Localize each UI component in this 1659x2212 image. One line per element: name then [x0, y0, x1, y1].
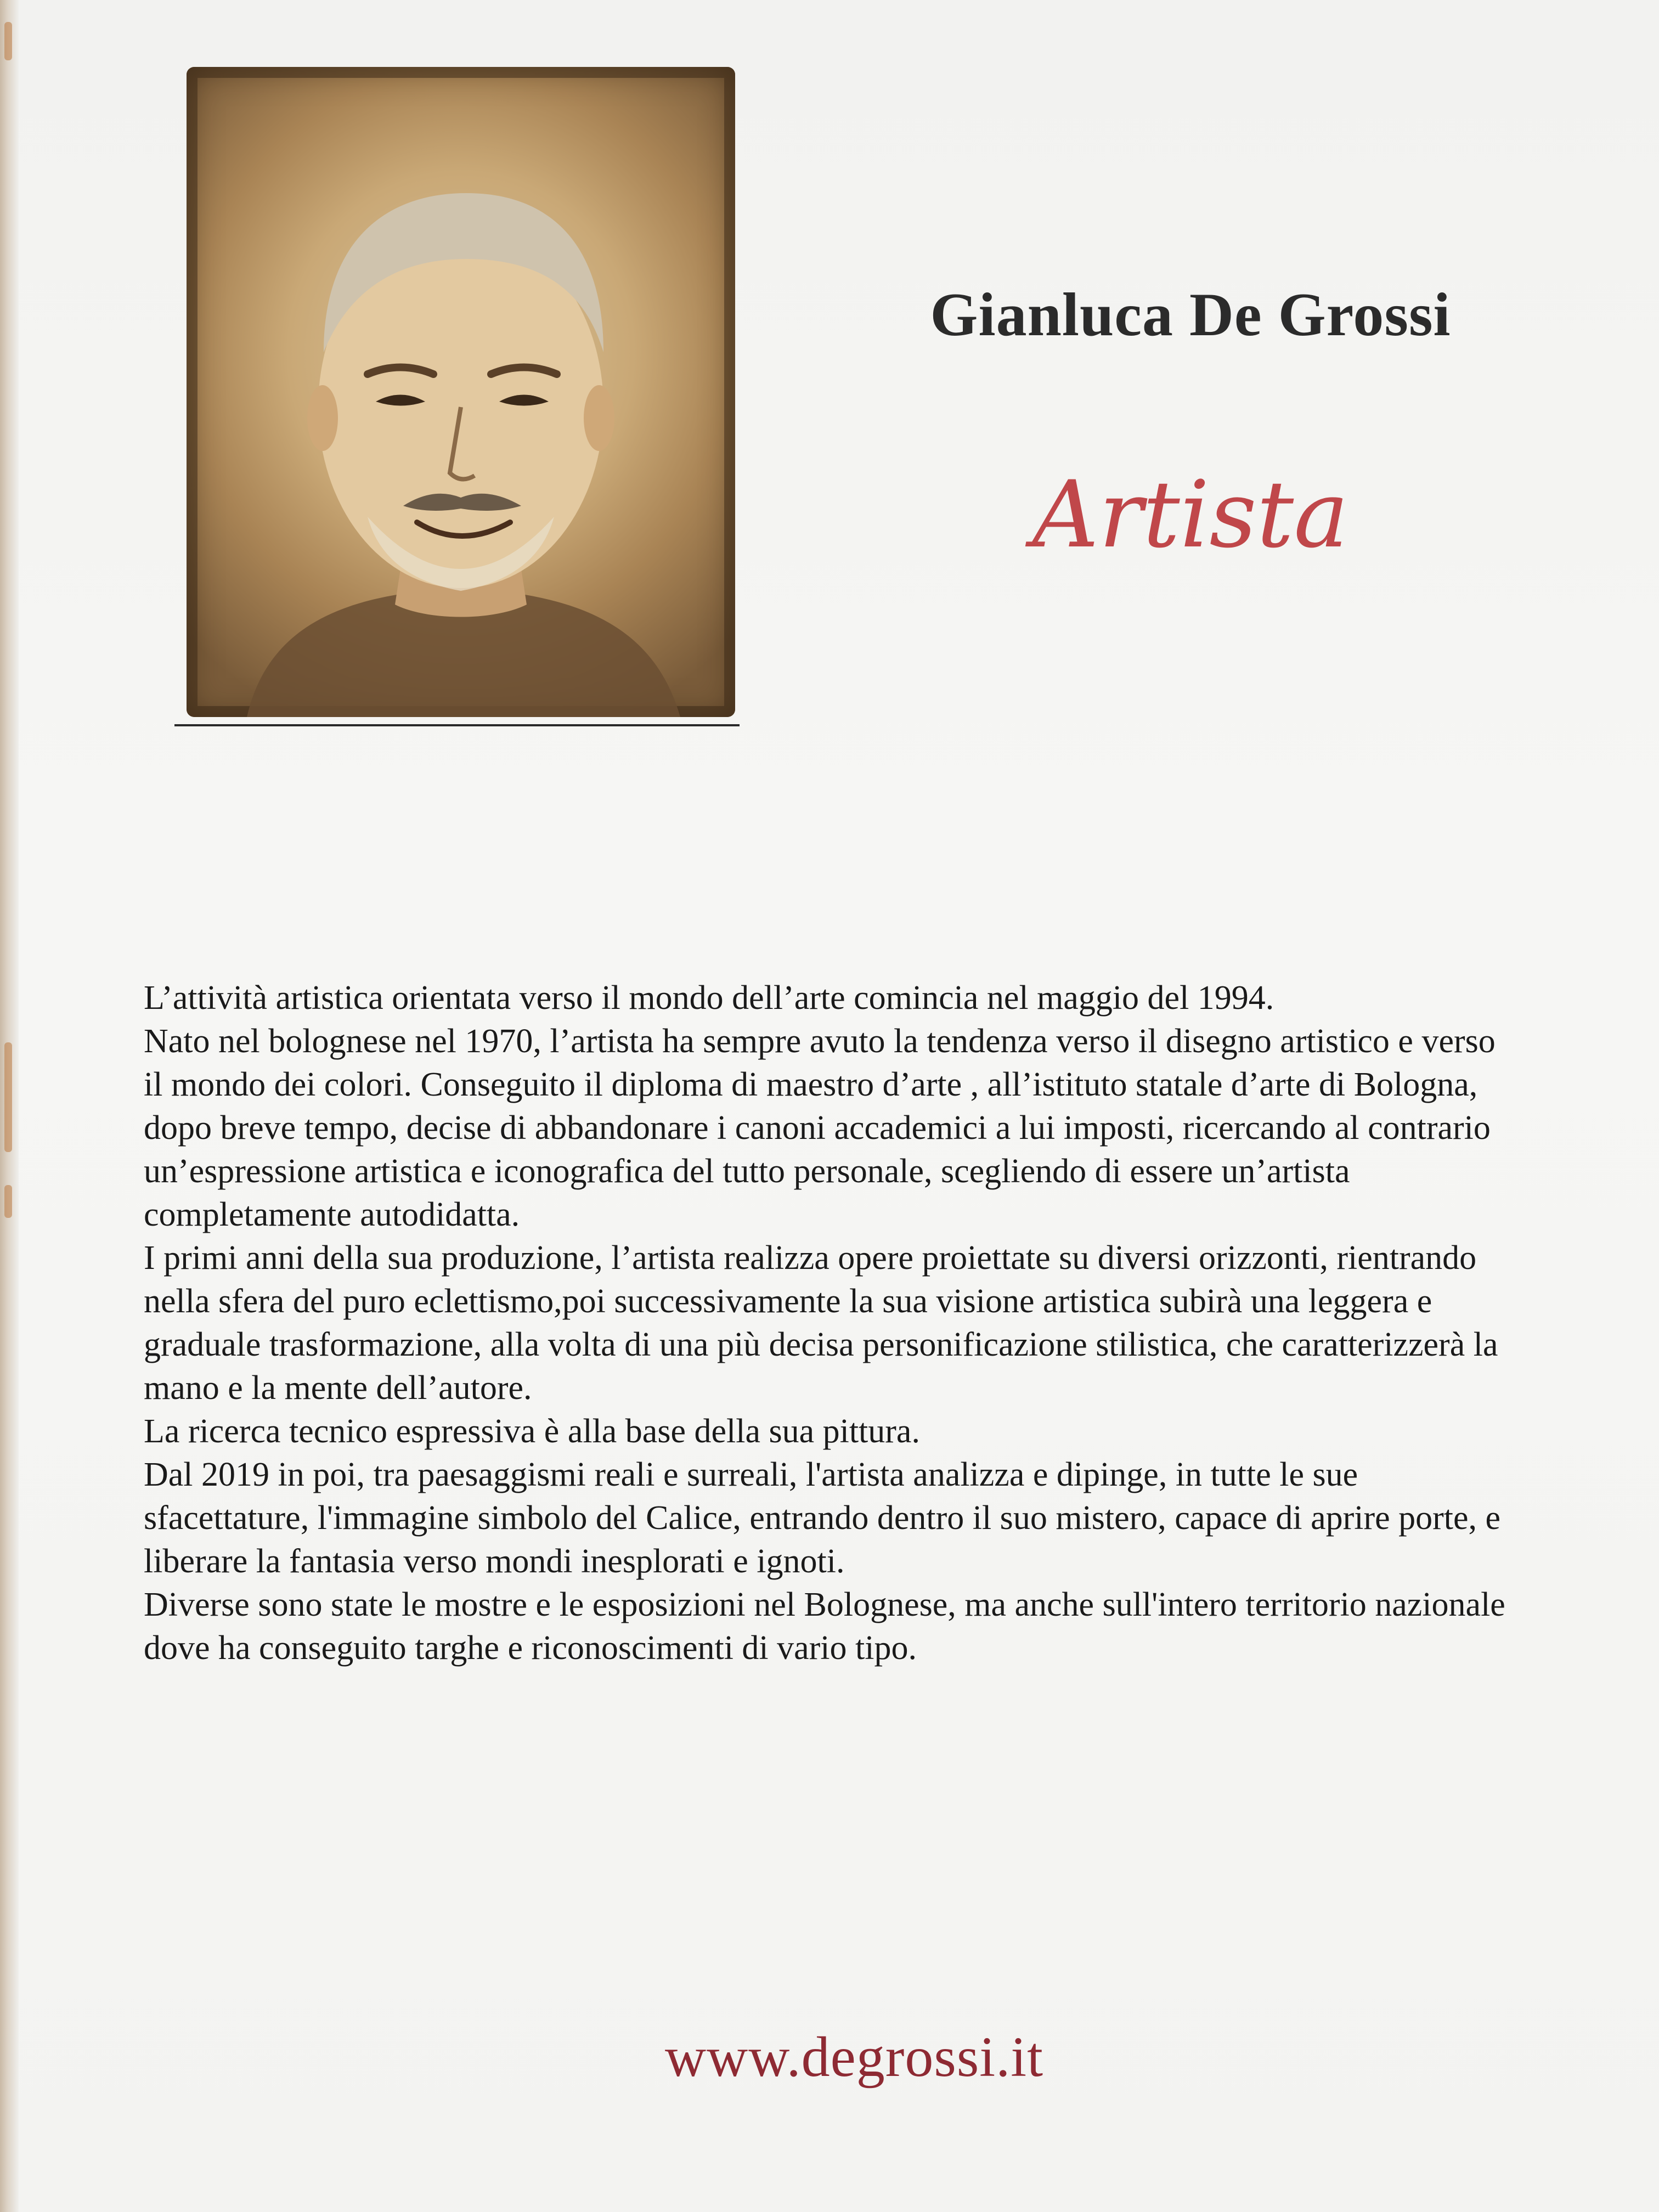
portrait-photo	[187, 67, 735, 717]
bio-line: mano e la mente dell’autore.	[144, 1369, 532, 1407]
bio-line: Diverse sono state le mostre e le esposizioni nel Bolognese, ma anche sull'intero territorio nazionale	[144, 1586, 1505, 1623]
bio-line: L’attività artistica orientata verso il mondo dell’arte comincia nel maggio del 1994.	[144, 979, 1274, 1017]
bio-line: dove ha conseguito targhe e riconoscimenti di vario tipo.	[144, 1629, 917, 1667]
bio-line: il mondo dei colori. Conseguito il diploma di maestro d’arte , all’istituto statale d’arte di Bologna,	[144, 1066, 1478, 1103]
rust-stain	[4, 22, 12, 60]
bio-line: sfacettature, l'immagine simbolo del Calice, entrando dentro il suo mistero, capace di aprire porte, e	[144, 1499, 1501, 1537]
rust-stain	[4, 1042, 12, 1152]
bio-line: Nato nel bolognese nel 1970, l’artista ha sempre avuto la tendenza verso il disegno artistico e verso	[144, 1023, 1496, 1060]
artist-role: Artista	[1032, 461, 1349, 568]
biography	[144, 977, 1658, 1670]
bio-line: graduale trasformazione, alla volta di una più decisa personificazione stilistica, che caratterizzerà la	[144, 1326, 1498, 1363]
page-left-edge	[0, 0, 19, 2212]
rust-stain	[4, 1185, 12, 1218]
bio-line: Dal 2019 in poi, tra paesaggismi reali e surreali, l'artista analizza e dipinge, in tutte le sue	[144, 1456, 1358, 1493]
bio-line: I primi anni della sua produzione, l’artista realizza opere proiettate su diversi orizzonti, rientrando	[144, 1239, 1477, 1277]
portrait-photo-frame	[174, 65, 740, 729]
bio-line: un’espressione artistica e iconografica del tutto personale, scegliendo di essere un’artista	[144, 1153, 1350, 1190]
artist-name: Gianluca De Grossi	[930, 281, 1451, 349]
bio-line: liberare la fantasia verso mondi inesplorati e ignoti.	[144, 1543, 845, 1580]
bio-line: La ricerca tecnico espressiva è alla base della sua pittura.	[144, 1413, 920, 1450]
portrait-illustration	[187, 67, 735, 717]
bio-line: nella sfera del puro eclettismo,poi successivamente la sua visione artistica subirà una leggera e	[144, 1283, 1432, 1320]
website-link[interactable]: www.degrossi.it	[665, 2025, 1043, 2089]
photo-underline	[174, 724, 740, 726]
ear-left	[307, 385, 338, 451]
ear-right	[584, 385, 614, 451]
bio-line: completamente autodidatta.	[144, 1196, 520, 1233]
bio-line: dopo breve tempo, decise di abbandonare i canoni accademici a lui imposti, ricercando al contrario	[144, 1109, 1491, 1147]
